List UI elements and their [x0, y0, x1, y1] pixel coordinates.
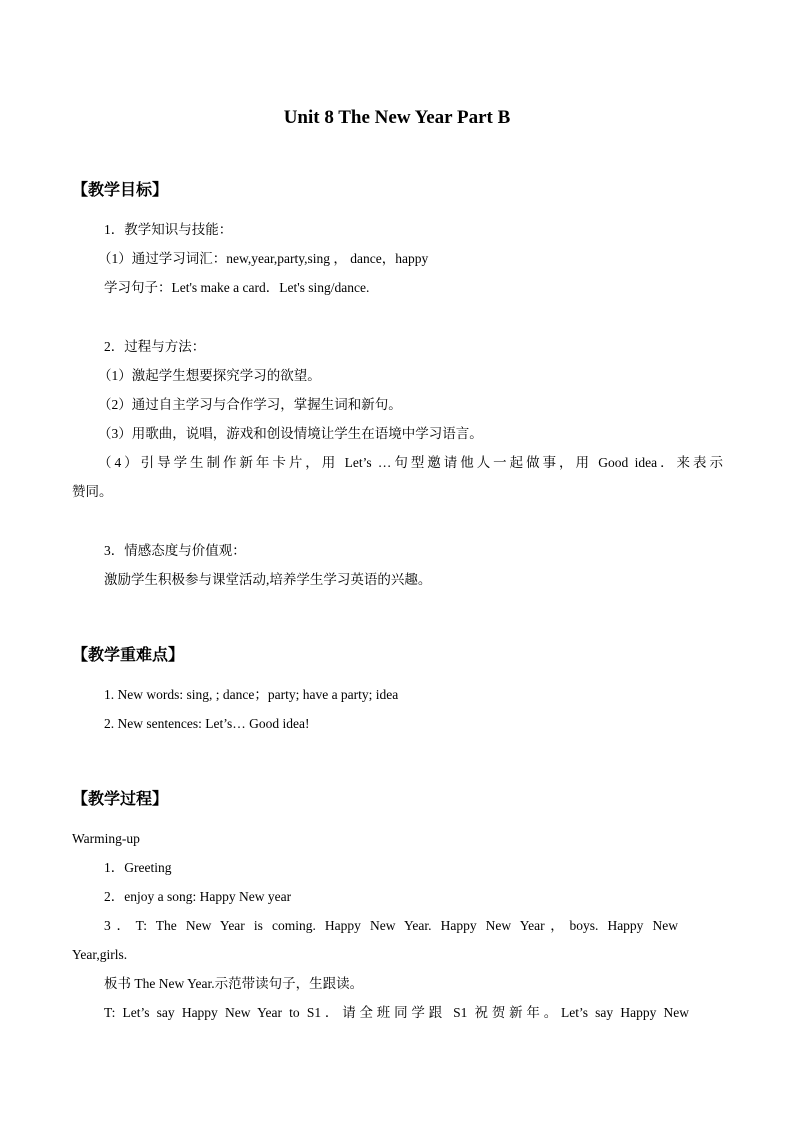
section-heading-procedure: 【教学过程】 [72, 789, 169, 808]
goal-process-item-1: （1）激起学生想要探究学习的欲望。 [98, 368, 321, 383]
goal-attitude-heading: 3．情感态度与价值观： [104, 543, 246, 558]
goal-process-item-4-line-1: （4）引导学生制作新年卡片，用 Let’s …句型邀请他人一起做事，用 Good idea．来表示 [98, 455, 723, 470]
key-point-item-2: 2. New sentences: Let’s… Good idea! [104, 716, 310, 731]
goal-process-item-4-line-2: 赞同。 [72, 484, 113, 499]
goal-process-heading: 2．过程与方法： [104, 339, 206, 354]
goal-knowledge-item-1: （1）通过学习词汇：new,year,party,sing ， dance，happy [98, 251, 429, 266]
page-title: Unit 8 The New Year Part B [283, 107, 511, 128]
goal-process-item-3: （3）用歌曲，说唱，游戏和创设情境让学生在语境中学习语言。 [98, 426, 483, 441]
section-heading-key-points: 【教学重难点】 [72, 645, 185, 664]
key-point-item-1: 1. New words: sing, ; dance；party; have a party; idea [104, 687, 399, 702]
procedure-teacher-line: T: Let’s say Happy New Year to S1．请全班同学跟 S1 祝贺新年。Let’s say Happy New [104, 1005, 689, 1020]
section-heading-goals: 【教学目标】 [72, 180, 169, 199]
goal-attitude-text: 激励学生积极参与课堂活动,培养学生学习英语的兴趣。 [104, 572, 432, 587]
procedure-step-3-line-2: Year,girls. [72, 947, 128, 962]
procedure-step-2: 2．enjoy a song: Happy New year [104, 889, 292, 904]
goal-knowledge-sentences: 学习句子：Let's make a card．Let's sing/dance. [104, 280, 370, 295]
procedure-board-note: 板书 The New Year.示范带读句子，生跟读。 [104, 976, 364, 991]
procedure-step-3-line-1: 3．T: The New Year is coming. Happy New Year. Happy New Year，boys. Happy New [104, 918, 678, 933]
procedure-step-1: 1．Greeting [104, 860, 172, 875]
goal-process-item-2: （2）通过自主学习与合作学习，掌握生词和新句。 [98, 397, 402, 412]
procedure-warmup-label: Warming-up [72, 831, 140, 846]
goal-knowledge-heading: 1．教学知识与技能： [104, 222, 233, 237]
